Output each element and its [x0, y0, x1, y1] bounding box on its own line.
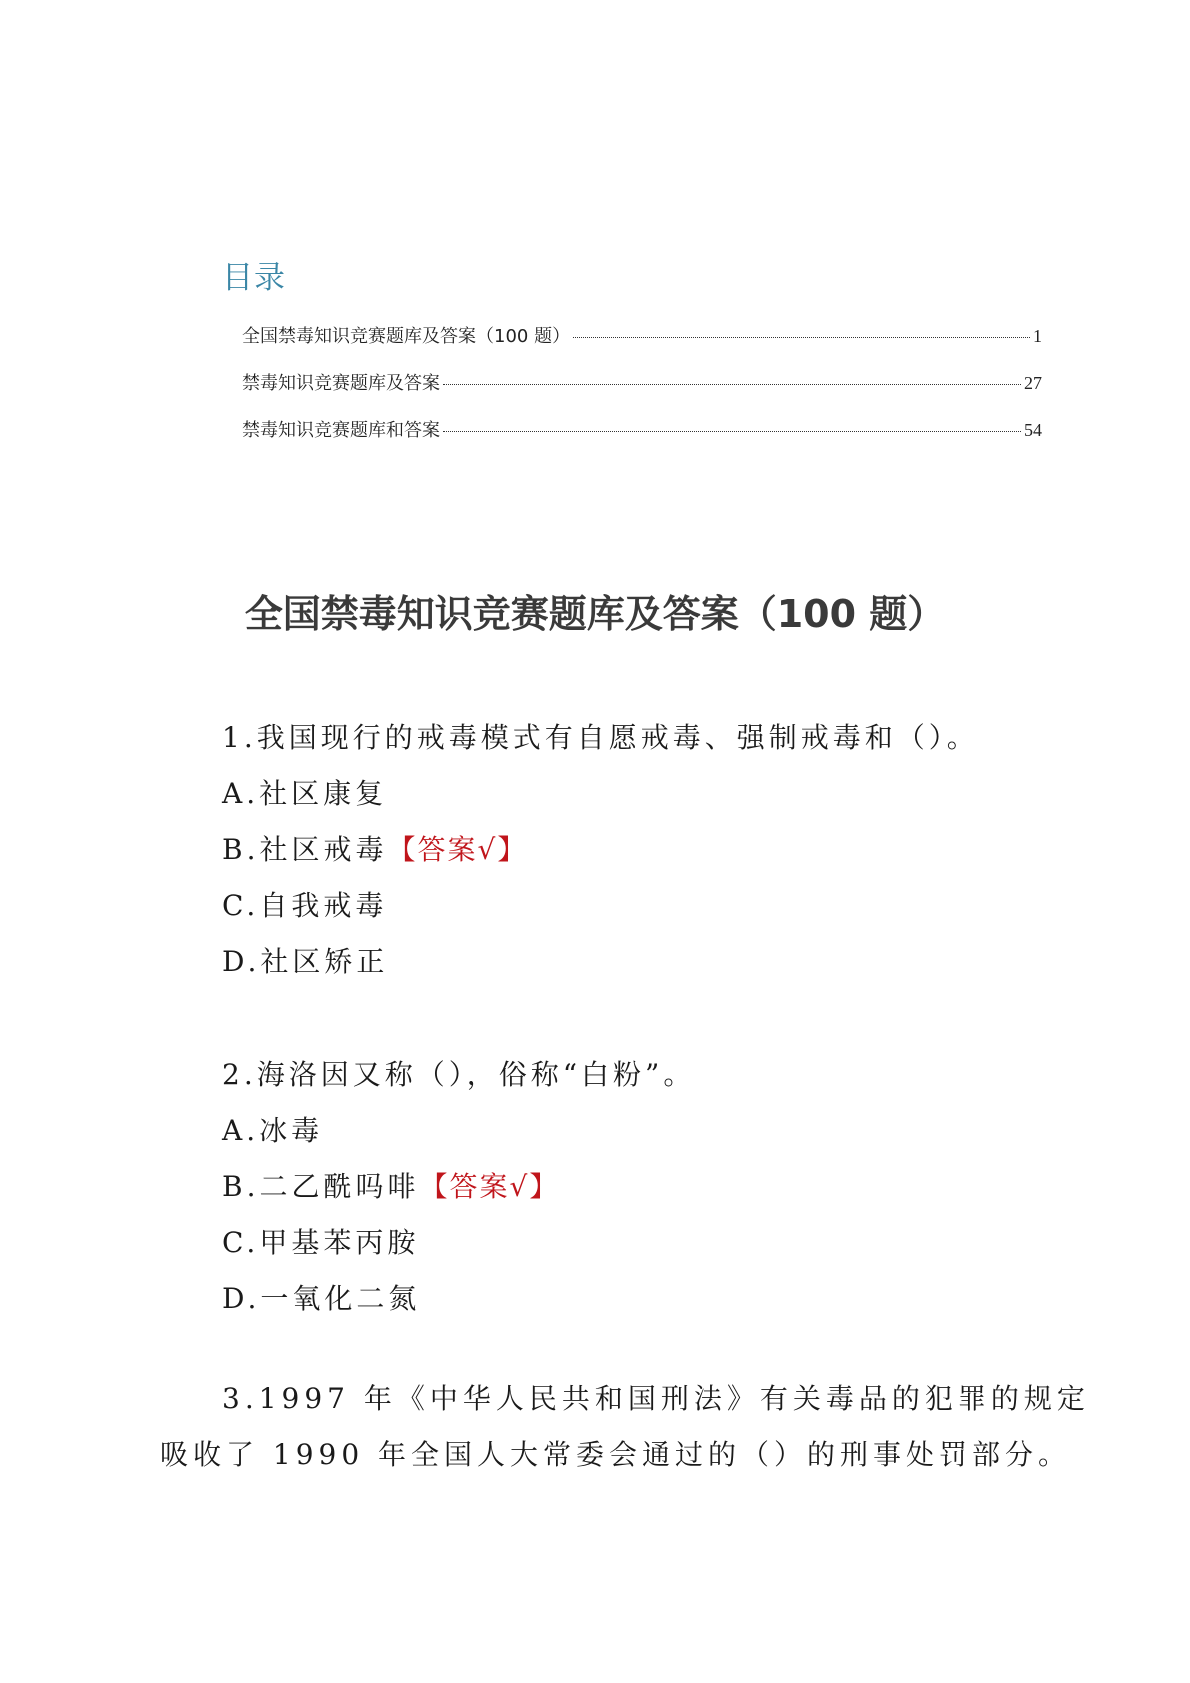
- toc-leader-dots: [443, 384, 1021, 385]
- toc-leader-dots: [573, 337, 1030, 338]
- option-a: A.社区康复: [222, 777, 388, 810]
- toc-entry-page: 27: [1024, 373, 1042, 393]
- toc-leader-dots: [443, 431, 1021, 432]
- answer-mark: 【答案√】: [387, 833, 528, 866]
- option-d: D.社区矫正: [222, 945, 389, 978]
- question-1: [222, 710, 1052, 990]
- toc-entry-page: 54: [1024, 420, 1042, 440]
- option-c: C.自我戒毒: [222, 889, 388, 922]
- question-stem-line-1: 3.1997 年《中华人民共和国刑法》有关毒品的犯罪的规定: [222, 1382, 1090, 1415]
- option-b-text: B.社区戒毒: [222, 833, 388, 866]
- option-b-text: B.二乙酰吗啡: [222, 1170, 420, 1203]
- toc-list: [242, 322, 1042, 463]
- toc-entry-title: 全国禁毒知识竞赛题库及答案（100 题）: [242, 326, 571, 347]
- question-3: [160, 1371, 1090, 1483]
- option-b: [222, 822, 1052, 878]
- answer-mark: 【答案√】: [419, 1170, 560, 1203]
- toc-heading: 目录: [222, 260, 286, 296]
- toc-entry-title: 禁毒知识竞赛题库和答案: [242, 420, 440, 441]
- option-a: A.冰毒: [222, 1114, 324, 1147]
- toc-entry[interactable]: [242, 416, 1042, 463]
- toc-entry-title: 禁毒知识竞赛题库及答案: [242, 373, 440, 394]
- option-d: D.一氧化二氮: [222, 1282, 421, 1315]
- option-b: [222, 1159, 1052, 1215]
- toc-entry[interactable]: [242, 322, 1042, 369]
- toc-entry[interactable]: [242, 369, 1042, 416]
- question-stem: 2.海洛因又称（），俗称“白粉”。: [222, 1058, 696, 1091]
- document-title: 全国禁毒知识竞赛题库及答案（100 题）: [244, 592, 946, 636]
- option-c: C.甲基苯丙胺: [222, 1226, 420, 1259]
- toc-entry-page: 1: [1033, 326, 1042, 346]
- question-2: [222, 1047, 1052, 1327]
- question-stem: 1.我国现行的戒毒模式有自愿戒毒、强制戒毒和（）。: [222, 721, 979, 754]
- question-stem-line-2: 吸收了 1990 年全国人大常委会通过的（）的刑事处罚部分。: [160, 1438, 1072, 1471]
